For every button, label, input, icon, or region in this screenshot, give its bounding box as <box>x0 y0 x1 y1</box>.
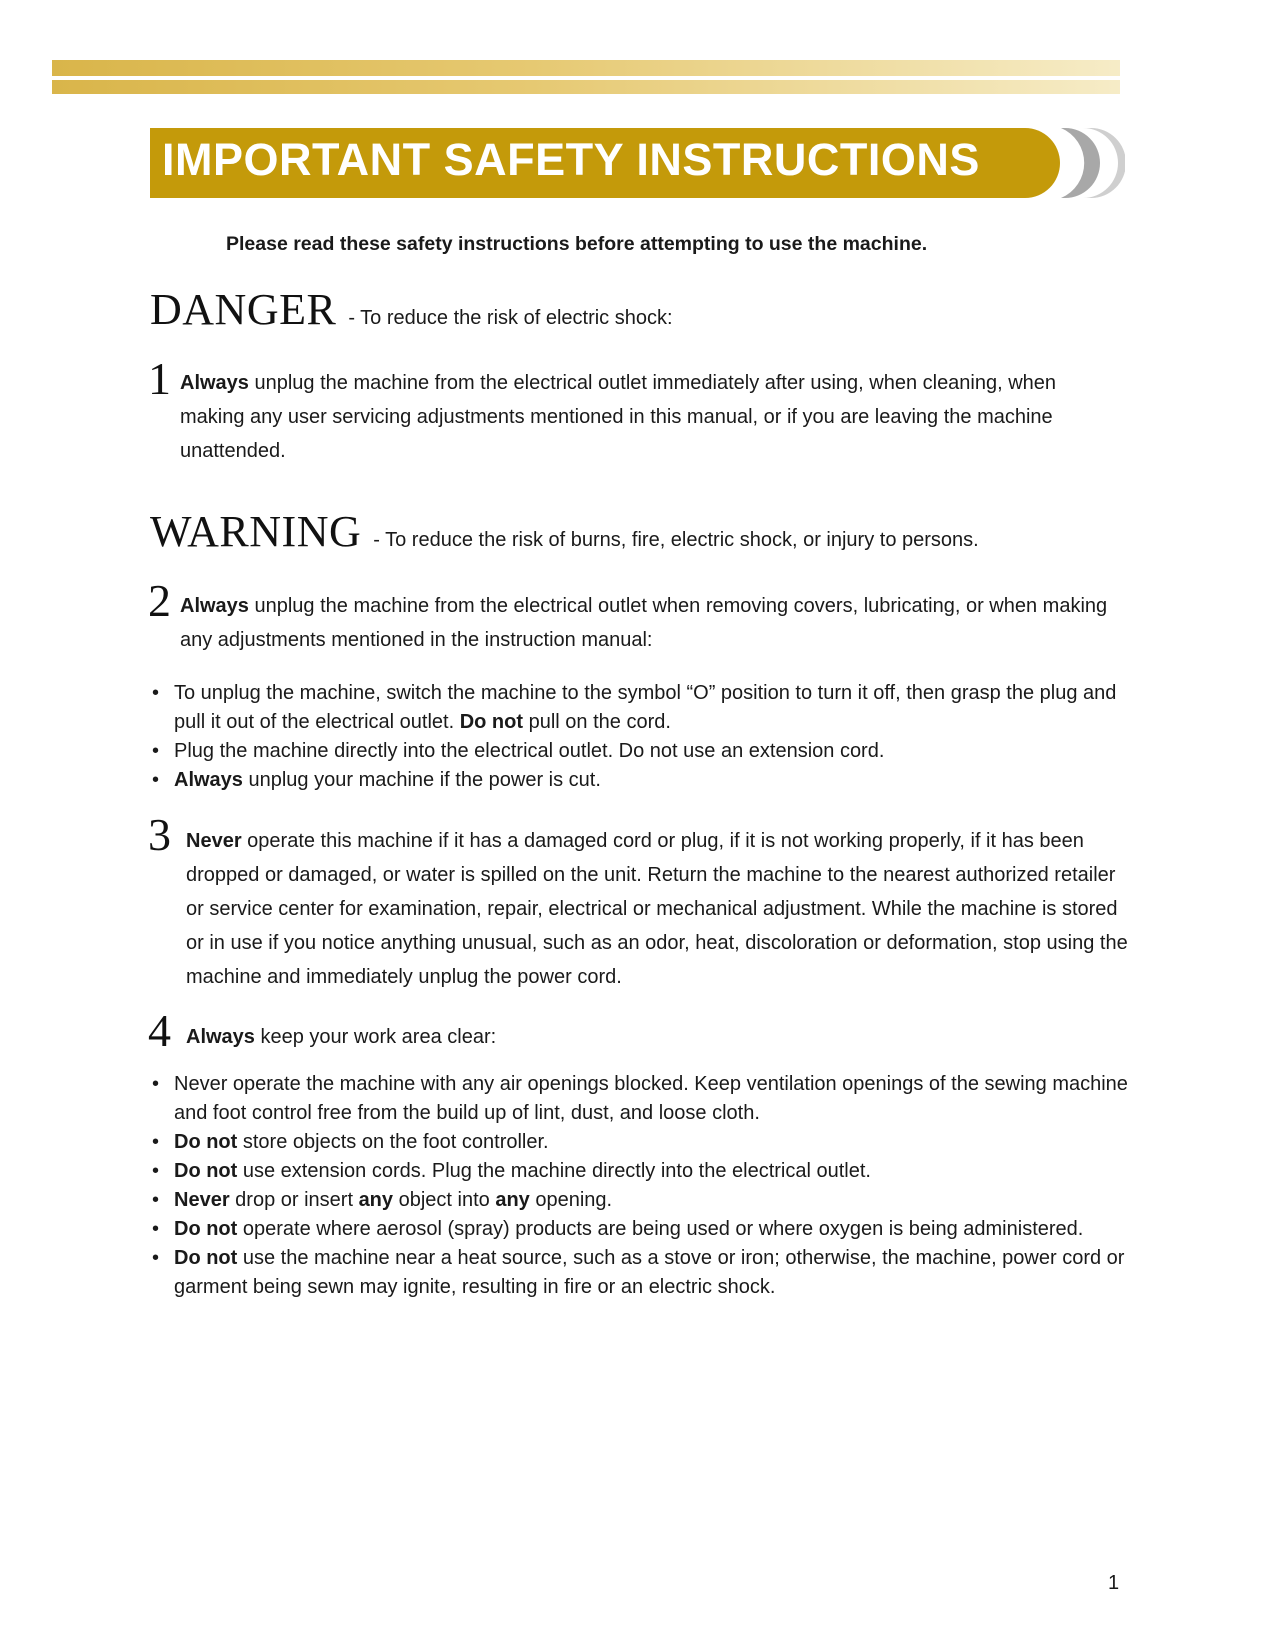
list-item: • Do not use the machine near a heat source, such as a stove or iron; otherwise, the machine, power cord or garment being sewn may ignite, resulting in fire or an electric shock. <box>148 1244 1128 1302</box>
list-item: • Never operate the machine with any air openings blocked. Keep ventilation openings of the sewing machine and foot control free from the build up of lint, dust, and loose cloth. <box>148 1070 1128 1128</box>
page-number: 1 <box>1108 1572 1120 1594</box>
warning-heading <box>150 506 979 557</box>
list-item: • Plug the machine directly into the electrical outlet. Do not use an extension cord. <box>148 737 1128 766</box>
warning-word: WARNING <box>150 507 362 556</box>
item-number: 2 <box>148 575 171 626</box>
banner-end-cap-icon <box>1055 128 1125 198</box>
item-4-bullets <box>148 1070 1128 1302</box>
item-3-text <box>186 824 1136 994</box>
list-item: • Always unplug your machine if the power is cut. <box>148 766 1128 795</box>
header-stripe-bottom <box>52 80 1120 94</box>
item-1-text <box>180 366 1120 468</box>
list-item: • Never drop or insert any object into any opening. <box>148 1186 1128 1215</box>
danger-word: DANGER <box>150 285 337 334</box>
item-lead: Always <box>186 1026 255 1048</box>
item-body: unplug the machine from the electrical outlet when removing covers, lubricating, or when making any adjustments mentioned in the instruction manual: <box>180 595 1108 651</box>
list-item: • Do not operate where aerosol (spray) products are being used or where oxygen is being administered. <box>148 1215 1128 1244</box>
intro-text: Please read these safety instructions before attempting to use the machine. <box>226 233 928 255</box>
item-number: 3 <box>148 809 171 860</box>
danger-heading <box>150 284 673 335</box>
title-banner <box>150 128 1060 198</box>
item-body: operate this machine if it has a damaged cord or plug, if it is not working properly, if it has been dropped or damaged, or water is spilled on the unit. Return the machine to the nearest authorized retailer or service center for examination, repair, electrical or mechanical adjustment. While the machine is stored or in use if you notice anything unusual, such as an odor, heat, discoloration or deformation, stop using the machine and immediately unplug the power cord. <box>186 830 1128 988</box>
item-lead: Always <box>180 372 249 394</box>
list-item: • Do not store objects on the foot controller. <box>148 1128 1128 1157</box>
list-item: • Do not use extension cords. Plug the machine directly into the electrical outlet. <box>148 1157 1128 1186</box>
item-lead: Always <box>180 595 249 617</box>
item-2-bullets <box>148 679 1128 795</box>
item-body: unplug the machine from the electrical outlet immediately after using, when cleaning, when making any user servicing adjustments mentioned in this manual, or if you are leaving the machine unattended. <box>180 372 1057 462</box>
item-2-text <box>180 589 1120 657</box>
item-4-text <box>186 1020 1126 1054</box>
item-number: 1 <box>148 353 171 404</box>
warning-note: - To reduce the risk of burns, fire, electric shock, or injury to persons. <box>373 529 979 551</box>
page-title: IMPORTANT SAFETY INSTRUCTIONS <box>162 134 980 185</box>
item-body: keep your work area clear: <box>254 1026 497 1048</box>
danger-note: - To reduce the risk of electric shock: <box>348 307 673 329</box>
item-lead: Never <box>186 830 242 852</box>
header-stripe-top <box>52 60 1120 76</box>
list-item: • To unplug the machine, switch the machine to the symbol “O” position to turn it off, then grasp the plug and pull it out of the electrical outlet. Do not pull on the cord. <box>148 679 1128 737</box>
item-number: 4 <box>148 1005 171 1056</box>
